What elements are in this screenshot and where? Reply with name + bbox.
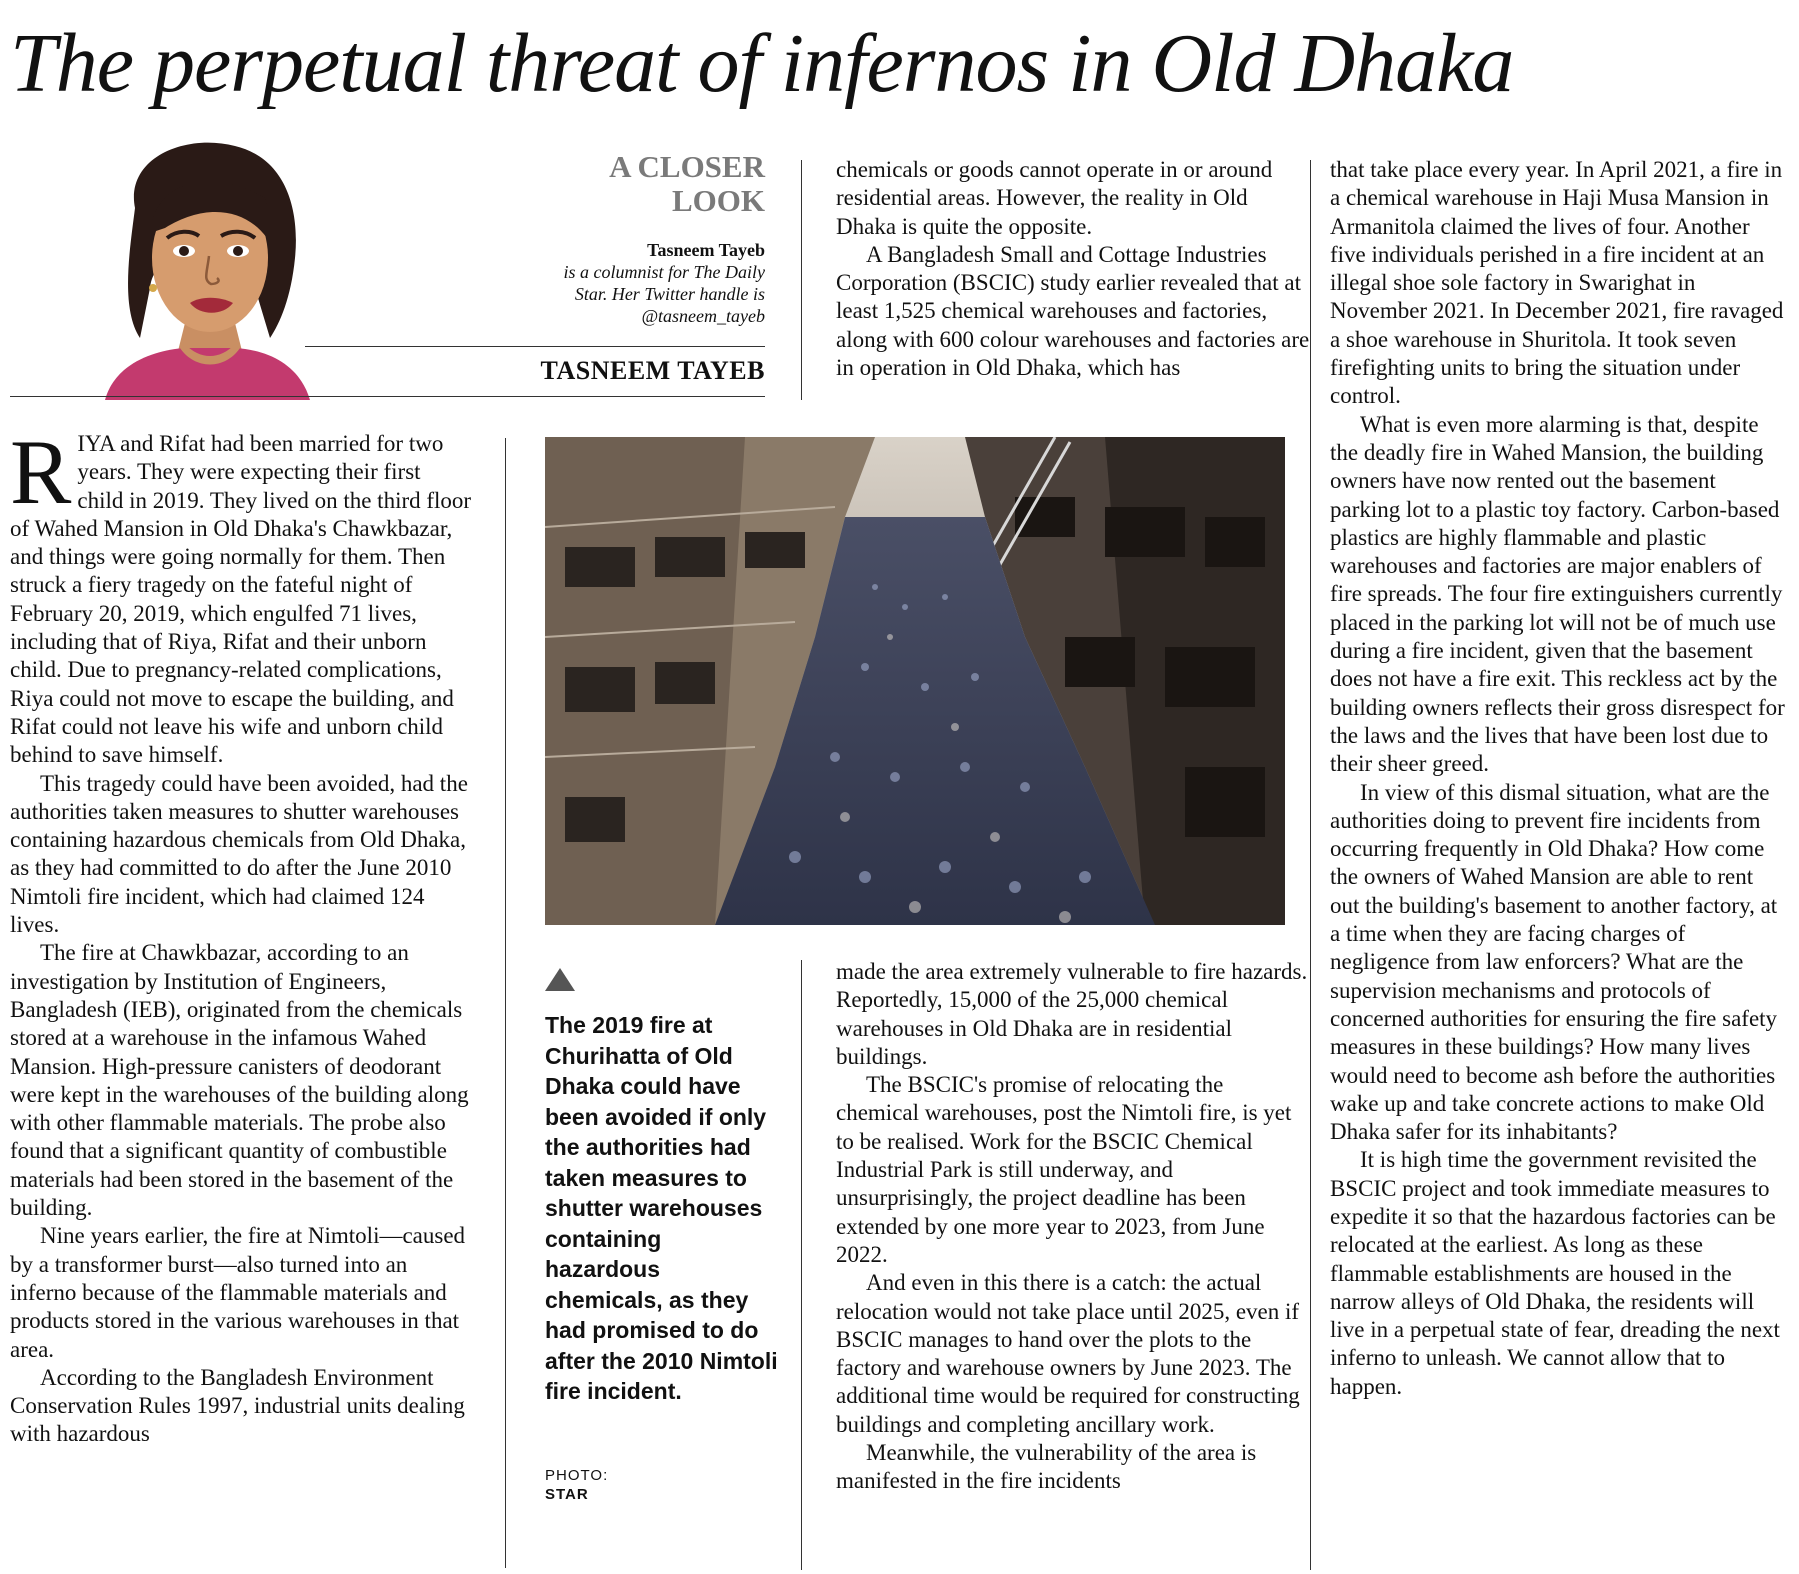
article-column-4	[1330, 156, 1788, 1401]
article-paragraph: Nine years earlier, the fire at Nimtoli—caused by a transformer burst—also turned into an inferno because of the flammable materials and products stored in the various warehouses in that area.	[10, 1223, 466, 1362]
article-paragraph	[10, 421, 472, 770]
column-divider	[801, 960, 802, 1570]
photo-credit-source: STAR	[545, 1486, 589, 1503]
byline-rule-bottom	[10, 396, 765, 397]
article-paragraph: The BSCIC's promise of relocating the chemical warehouses, post the Nimtoli fire, is yet to be realised. Work for the BSCIC Chemical Industrial Park is still underway, and unsurprisingly, the project deadline has been extended by one more year to 2023, from June 2022.	[836, 1072, 1292, 1267]
headline: The perpetual threat of infernos in Old Dhaka	[10, 17, 1514, 110]
article-paragraph: made the area extremely vulnerable to fire hazards. Reportedly, 15,000 of the 25,000 chemical warehouses in Old Dhaka are in residential buildings.	[836, 959, 1308, 1069]
paragraph-text: IYA and Rifat had been married for two years. They were expecting their first child in 2019. They lived on the third floor of Wahed Mansion in Old Dhaka's Chawkbazar, and things were going normally for them. Then struck a fiery tragedy on the fateful night of February 20, 2019, which engulfed 71 lives, including that of Riya, Rifat and their unborn child. Due to pregnancy-related complications, Riya could not move to escape the building, and Rifat could not leave his wife and unborn child behind to save himself.	[10, 431, 472, 768]
article-paragraph: chemicals or goods cannot operate in or around residential areas. However, the reality in Old Dhaka is quite the opposite.	[836, 157, 1273, 239]
photo-credit	[545, 1466, 608, 1504]
byline: TASNEEM TAYEB	[540, 356, 765, 385]
kicker-line: LOOK	[671, 183, 765, 218]
author-bio-line: is a columnist for The Daily	[563, 262, 765, 282]
article-paragraph: And even in this there is a catch: the actual relocation would not take place until 2025, even if BSCIC manages to hand over the plots to the factory and warehouse owners by June 2023. The additional time would be required for constructing buildings and completing ancillary work.	[836, 1270, 1300, 1437]
article-column-1	[10, 421, 472, 1449]
author-twitter-handle: @tasneem_tayeb	[641, 306, 765, 326]
article-paragraph: A Bangladesh Small and Cottage Industries Corporation (BSCIC) study earlier revealed that at least 1,525 chemical warehouses and factories, along with 600 colour warehouses and factories are in operation in Old Dhaka, which has	[836, 241, 1310, 381]
author-name: Tasneem Tayeb	[647, 240, 765, 260]
article-paragraph: What is even more alarming is that, despite the deadly fire in Wahed Mansion, the building owners have now rented out the basement parking lot to a plastic toy factory. Carbon-based plastics are highly flammable and plastic warehouses and factories are major enablers of fire spreads. The four fire extinguishers currently placed in the parking lot will not be of much use during a fire incident, given that the basement does not have a fire exit. This reckless act by the building owners reflects their gross disrespect for the laws and the lives that have been lost due to their sheer greed.	[1330, 411, 1785, 777]
article-paragraph: This tragedy could have been avoided, had the authorities taken measures to shutter warehouses containing hazardous chemicals from Old Dhaka, as they had committed to do after the June 2010 Nimtoli fire incident, which had claimed 124 lives.	[10, 770, 468, 938]
drop-cap: R	[10, 421, 72, 523]
author-bio-line: Star. Her Twitter handle is	[574, 284, 765, 304]
article-column-3-top	[836, 156, 1310, 382]
column-divider	[1310, 160, 1311, 1570]
article-paragraph: The fire at Chawkbazar, according to an investigation by Institution of Engineers, Bangladesh (IEB), originated from the chemicals stored at a warehouse in the infamous Wahed Mansion. High-pressure canisters of deodorant were kept in the warehouses of the building along with other flammable materials. The probe also found that a significant quantity of combustible materials had been stored in the basement of the building.	[10, 940, 469, 1221]
article-paragraph: that take place every year. In April 2021, a fire in a chemical warehouse in Haji Musa Mansion in Armanitola claimed the lives of four. Another five individuals perished in a fire incident at an illegal shoe sole factory in Swarighat in November 2021. In December 2021, fire ravaged a shoe warehouse in Shuritola. It took seven firefighting units to bring the situation under control.	[1330, 157, 1784, 409]
columnist-portrait	[95, 138, 317, 400]
author-bio	[500, 239, 765, 327]
byline-rule	[305, 346, 765, 347]
article-column-3-bottom	[836, 958, 1310, 1496]
photo-caption: The 2019 fire at Churihatta of Old Dhaka could have been avoided if only the authorities had taken measures to shutter warehouses containing hazardous chemicals, as they had promised to do after the 2010 Nimtoli fire incident.	[545, 1012, 778, 1404]
article-paragraph: In view of this dismal situation, what are the authorities doing to prevent fire incidents from occurring frequently in Old Dhaka? How come the owners of Wahed Mansion are able to rent out the building's basement to another factory, at a time when they are facing charges of negligence from law enforcers? What are the supervision mechanisms and protocols of concerned authorities for ensuring the fire safety measures in these buildings? How many lives would need to become ash before the authorities wake up and take concrete actions to make Old Dhaka safer for its inhabitants?	[1330, 779, 1778, 1145]
column-divider	[801, 160, 802, 400]
kicker-line: A CLOSER	[609, 149, 765, 184]
article-paragraph: It is high time the government revisited the BSCIC project and took immediate measures to expedite it so that the hazardous factories can be relocated at the earliest. As long as these flammable establishments are housed in the narrow alleys of Old Dhaka, the residents will live in a perpetual state of fear, dreading the next inferno to unleash. We cannot allow that to happen.	[1330, 1147, 1780, 1399]
caption-arrow-icon	[545, 968, 575, 991]
column-divider	[505, 438, 506, 1568]
photo-credit-label: PHOTO:	[545, 1467, 609, 1484]
section-kicker	[520, 150, 765, 218]
fire-scene-photo	[545, 437, 1285, 925]
article-paragraph: According to the Bangladesh Environment Conservation Rules 1997, industrial units dealing with hazardous	[10, 1364, 465, 1447]
article-paragraph: Meanwhile, the vulnerability of the area is manifested in the fire incidents	[836, 1440, 1257, 1494]
